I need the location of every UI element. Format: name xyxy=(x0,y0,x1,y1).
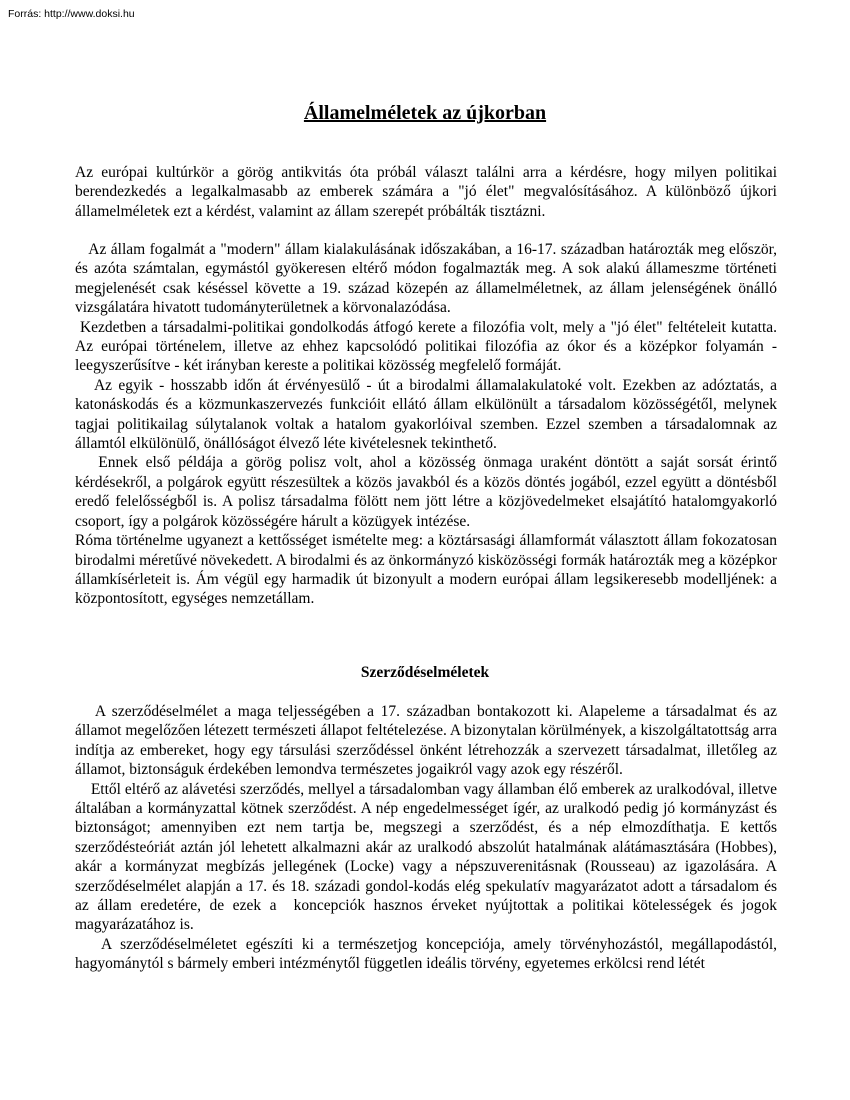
intro-section xyxy=(75,163,777,221)
paragraph-subjection-contract: Ettől eltérő az alávetési szerződés, mellyel a társadalomban vagy államban élő emberek az uralkodóval, illetve általában a kormányzattal kötnek szerződést. A nép engedelmességet ígér, az uralkodó pedig jó kormányzást és biztonságot; amennyiben ezt nem tartja be, megszegi a szerződést, és a nép elmozdíthatja. E kettős szerződésteóriát aztán jól lehetett alkalmazni akár az uralkodó abszolút hatalmának alátámasztására (Hobbes), akár a kormányzat megbízás jellegének (Locke) vagy a népszuverenitásnak (Rousseau) az igazolására. A szerződéselmélet alapján a 17. és 18. századi gondol-kodás elég spekulatív magyarázatot adott a társadalom és az állam eredetére, de ezek a koncepciók hasznos érveket nyújtottak a politikai kötelességek és jogok magyarázatához is. xyxy=(75,780,781,934)
paragraph-philosophy: Kezdetben a társadalmi-politikai gondolkodás átfogó kerete a filozófia volt, mely a "jó élet" feltételeit kutatta. Az európai történelem, illetve az ehhez kapcsolódó politikai filozófia az ókor és a középkor folyamán - leegyszerűsítve - két irányban kereste a politikai közösség megfelelő formáját. xyxy=(75,318,781,375)
paragraph-greek-polis: Ennek első példája a görög polisz volt, ahol a közösség önmaga uraként döntött a saját sorsát érintő kérdésekről, a polgárok együtt részesültek a közös javakból és a közös döntés jogából, ezzel együtt a döntésből eredő felelősségből is. A polisz társadalma fölött nem jött létre a közjövedelmeket elsajátító hatalomgyakorló csoport, így a polgárok közösségére hárult a közügyek intézése. xyxy=(75,454,781,530)
paragraph-state-concept: Az állam fogalmát a "modern" állam kialakulásának időszakában, a 16-17. században határozták meg először, és azóta számtalan, egymástól gyökeresen eltérő módon fogalmazták meg. A sok alakú állameszme történeti megjelenését csak késéssel követte a 19. század közepén az államelméletnek, az állam jelenségének önálló vizsgálatára hivatott tudományterületnek a körvonalazódása. xyxy=(75,241,781,317)
source-attribution: Forrás: http://www.doksi.hu xyxy=(8,8,135,20)
paragraph-natural-law: A szerződéselméletet egészíti ki a természetjog koncepciója, amely törvényhozástól, megállapodástól, hagyománytól s bármely emberi intézménytől független ideális törvény, egyetemes erkölcsi rend létét xyxy=(75,935,781,973)
document-title: Államelméletek az újkorban xyxy=(303,102,547,124)
paragraph-social-contract: A szerződéselmélet a maga teljességében a 17. században bontakozott ki. Alapeleme a társadalmat és az államot megelőzően létezett természeti állapot feltételezése. A bizonytalan körülmények, a kiszolgáltatottság arra indítja az embereket, hogy egy társulási szerződéssel önként létrehozzák a szervezett társadalmat, illetőleg az államot, biztonságuk érdekében lemondva természetes jogaikról vagy azok egy részéről. xyxy=(75,703,781,779)
intro-paragraph: Az európai kultúrkör a görög antikvitás óta próbál választ találni arra a kérdésre, hogy milyen politikai berendezkedés a legalkalmasabb az emberek számára a "jó élet" megvalósításához. A különböző újkori államelméletek ezt a kérdést, valamint az állam szerepét próbálták tisztázni. xyxy=(75,164,777,220)
section-heading: Szerződéselméletek xyxy=(360,664,490,681)
main-section xyxy=(75,240,781,609)
paragraph-imperial-states: Az egyik - hosszabb időn át érvényesülő - út a birodalmi államalakulatoké volt. Ezekben az adóztatás, a katonáskodás és a közmunkaszervezés funkcióit ellátó állam elkülönült a társadalom közösségétől, melynek tagjai politikailag súlytalanok voltak a hatalom gyakorlóival szemben. Ezzel szemben a társadalomnak az államtól elkülönülő, önállóságot élvező léte kivételesnek tekinthető. xyxy=(75,376,781,453)
paragraph-rome: Róma történelme ugyanezt a kettősséget ismételte meg: a köztársasági államformát választott állam fokozatosan birodalmi méretűvé növekedett. A birodalmi és az önkormányzó kisközösségi formák határozták meg a középkor államkísérleteit is. Ám végül egy harmadik út bizonyult a modern európai állam legsikeresebb modelljének: a központosított, egységes nemzetállam. xyxy=(75,532,781,608)
contract-theory-section xyxy=(75,702,781,974)
